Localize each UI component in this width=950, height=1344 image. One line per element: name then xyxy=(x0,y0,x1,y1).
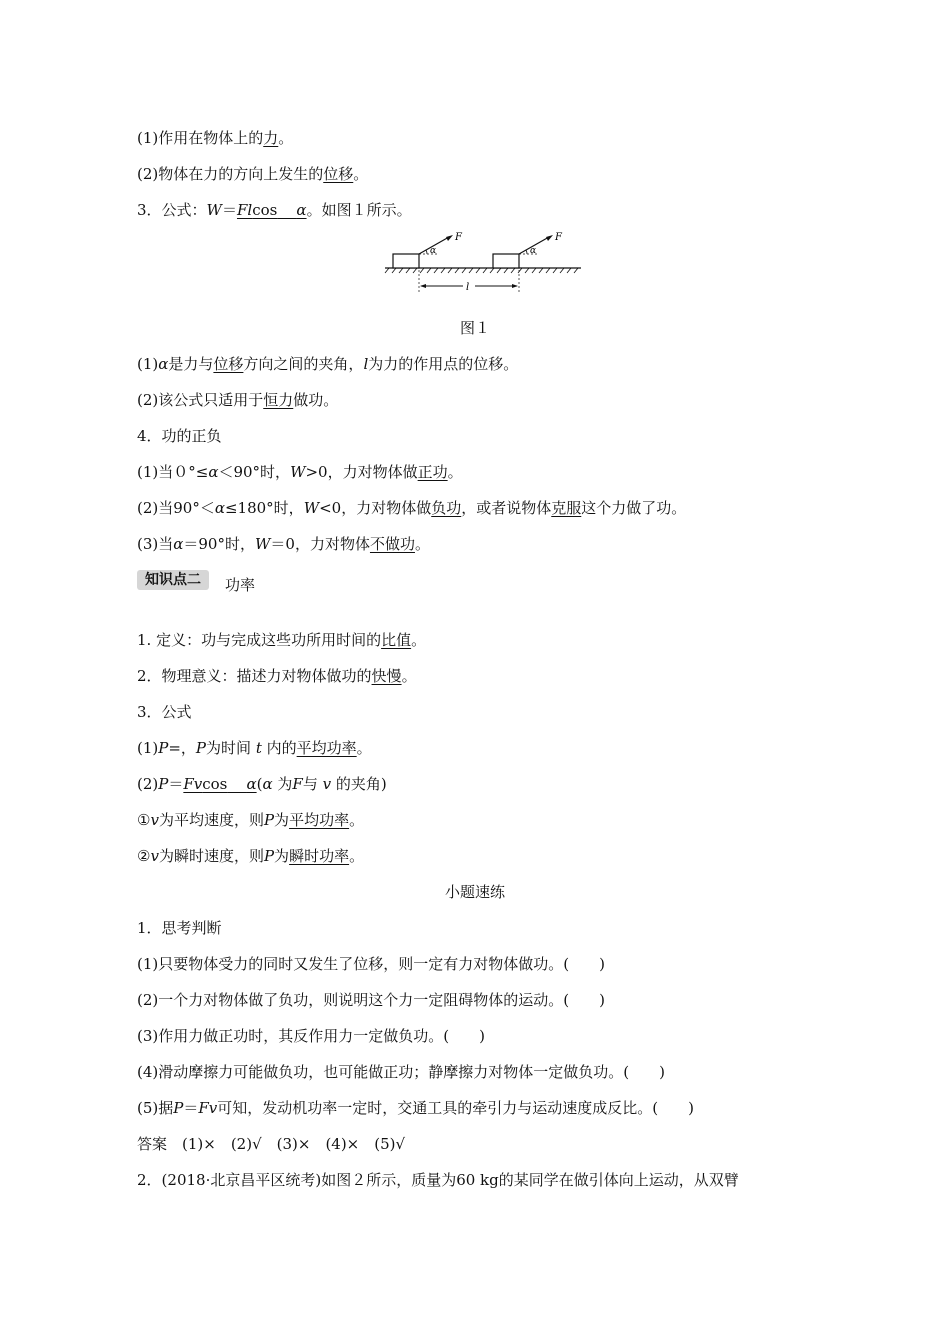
force-arrowhead-2 xyxy=(546,235,553,241)
note-constant-force: (2)该公式只适用于恒力做功。 xyxy=(137,391,339,409)
force-label-2: F xyxy=(555,232,562,243)
power-formula-average: (1)P=，P为时间 t 内的平均功率。 xyxy=(137,739,372,757)
force-label-1: F xyxy=(455,232,462,243)
ground-hatch xyxy=(385,268,578,273)
power-case-instant: ②v为瞬时速度，则P为瞬时功率。 xyxy=(137,847,365,865)
condition-1: (1)作用在物体上的力。 xyxy=(137,129,294,147)
answer-blank: 平均功率 xyxy=(289,811,350,829)
power-meaning: 2．物理意义：描述力对物体做功的快慢。 xyxy=(137,667,417,685)
angle-label-1: α xyxy=(430,246,437,256)
power-case-average: ①v为平均速度，则P为平均功率。 xyxy=(137,811,365,829)
answer-blank: 位移 xyxy=(323,165,354,183)
answer-blank: Fvcos α xyxy=(183,775,257,793)
block-start xyxy=(393,254,419,268)
figure-1-caption: 图１ xyxy=(459,319,490,337)
answer-blank: Flcos α xyxy=(236,201,307,219)
question-2-stem: 2．(2018·北京昌平区统考)如图２所示，质量为60 kg的某同学在做引体向上运动，从双臂 xyxy=(137,1171,739,1189)
answer-blank: 平均功率 xyxy=(296,739,357,757)
angle-arc-2 xyxy=(526,250,527,254)
case-zero-work: (3)当α＝90°时，W＝0，力对物体不做功。 xyxy=(137,535,430,553)
answer-blank: 恒力 xyxy=(263,391,294,409)
case-positive-work: (1)当０°≤α＜90°时，W>0，力对物体做正功。 xyxy=(137,463,463,481)
note-angle: (1)α是力与位移方向之间的夹角，l为力的作用点的位移。 xyxy=(137,355,519,373)
answer-blank: 不做功 xyxy=(369,535,415,553)
question-1-heading: 1．思考判断 xyxy=(137,919,222,937)
power-definition: 1. 定义：功与完成这些功所用时间的比值。 xyxy=(137,631,427,649)
section-title: 功率 xyxy=(225,576,256,594)
answer-blank: 克服 xyxy=(551,499,582,517)
answer-line: 答案 (1)× (2)√ (3)× (4)× (5)√ xyxy=(137,1135,406,1153)
judgement-2: (2)一个力对物体做了负功，则说明这个力一定阻碍物体的运动。( ) xyxy=(137,991,605,1009)
judgement-3: (3)作用力做正功时，其反作用力一定做负功。( ) xyxy=(137,1027,485,1045)
force-arrowhead-1 xyxy=(446,235,453,241)
figure-1-diagram xyxy=(383,230,583,296)
power-formula-heading: 3．公式 xyxy=(137,703,192,721)
judgement-1: (1)只要物体受力的同时又发生了位移，则一定有力对物体做功。( ) xyxy=(137,955,605,973)
power-formula-angle: (2)P＝Fvcos α(α 为F与 v 的夹角) xyxy=(137,775,387,793)
block-end xyxy=(493,254,519,268)
answer-blank: 力 xyxy=(263,129,279,147)
answer-blank: 负功 xyxy=(431,499,462,517)
angle-label-2: α xyxy=(530,246,537,256)
answer-blank: 瞬时功率 xyxy=(289,847,350,865)
heading-sign-of-work: 4．功的正负 xyxy=(137,427,222,445)
answer-blank: 快慢 xyxy=(371,667,402,685)
answer-blank: 位移 xyxy=(213,355,244,373)
judgement-5: (5)据P＝Fv可知，发动机功率一定时，交通工具的牵引力与运动速度成反比。( ) xyxy=(137,1099,694,1117)
case-negative-work: (2)当90°＜α≤180°时，W<0，力对物体做负功，或者说物体克服这个力做了功。 xyxy=(137,499,687,517)
practice-title: 小题速练 xyxy=(444,883,505,901)
answer-blank: 比值 xyxy=(381,631,412,649)
condition-2: (2)物体在力的方向上发生的位移。 xyxy=(137,165,369,183)
section-tag: 知识点二 xyxy=(137,570,209,590)
answer-blank: 正功 xyxy=(417,463,448,481)
formula-work: 3．公式：W＝Flcos α。如图１所示。 xyxy=(137,201,412,219)
angle-arc-1 xyxy=(426,250,427,254)
displacement-label: l xyxy=(466,282,470,293)
judgement-4: (4)滑动摩擦力可能做负功，也可能做正功；静摩擦力对物体一定做负功。( ) xyxy=(137,1063,665,1081)
